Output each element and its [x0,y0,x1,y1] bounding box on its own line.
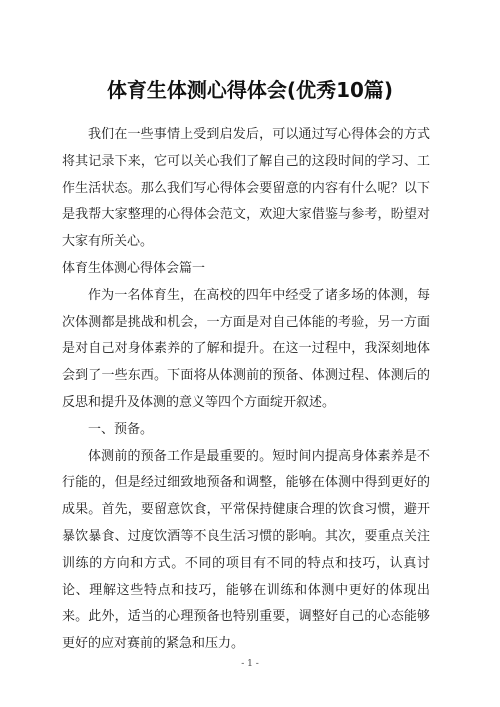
document-body [62,122,430,658]
body-paragraph: 作为一名体育生，在高校的四年中经受了诸多场的体测，每次体测都是挑战和机会，一方面是对自己体能的考验，另一方面是对自己对身体素养的了解和提升。在这一过程中，我深刻地体会到了一些东西。下面将从体测前的预备、体测过程、体测后的反思和提升及体测的意义等四个方面绽开叙述。 [62,287,430,410]
section-heading: 体育生体测心得体会篇一 [62,260,206,276]
page-title: 体育生体测心得体会(优秀10篇) [106,78,394,102]
intro-paragraph: 我们在一些事情上受到启发后，可以通过写心得体会的方式将其记录下来，它可以关心我们了解自己的这段时间的学习、工作生活状态。那么我们写心得体会要留意的内容有什么呢？以下是我帮大家整理的心得体会范文，欢迎大家借鉴与参考，盼望对大家有所关心。 [62,127,430,250]
body-paragraph: 体测前的预备工作是最重要的。短时间内提高身体素养是不行能的，但是经过细致地预备和调整，能够在体测中得到更好的成果。首先，要留意饮食，平常保持健康合理的饮食习惯，避开暴饮暴食、过度饮酒等不良生活习惯的影响。其次，要重点关注训练的方向和方式。不同的项目有不同的特点和技巧，认真讨论、理解这些特点和技巧，能够在训练和体测中更好的体现出来。此外，适当的心理预备也特别重要，调整好自己的心态能够更好的应对赛前的紧急和压力。 [62,448,430,652]
page-number: - 1 - [241,659,259,669]
subsection-heading: 一、预备。 [88,421,154,437]
